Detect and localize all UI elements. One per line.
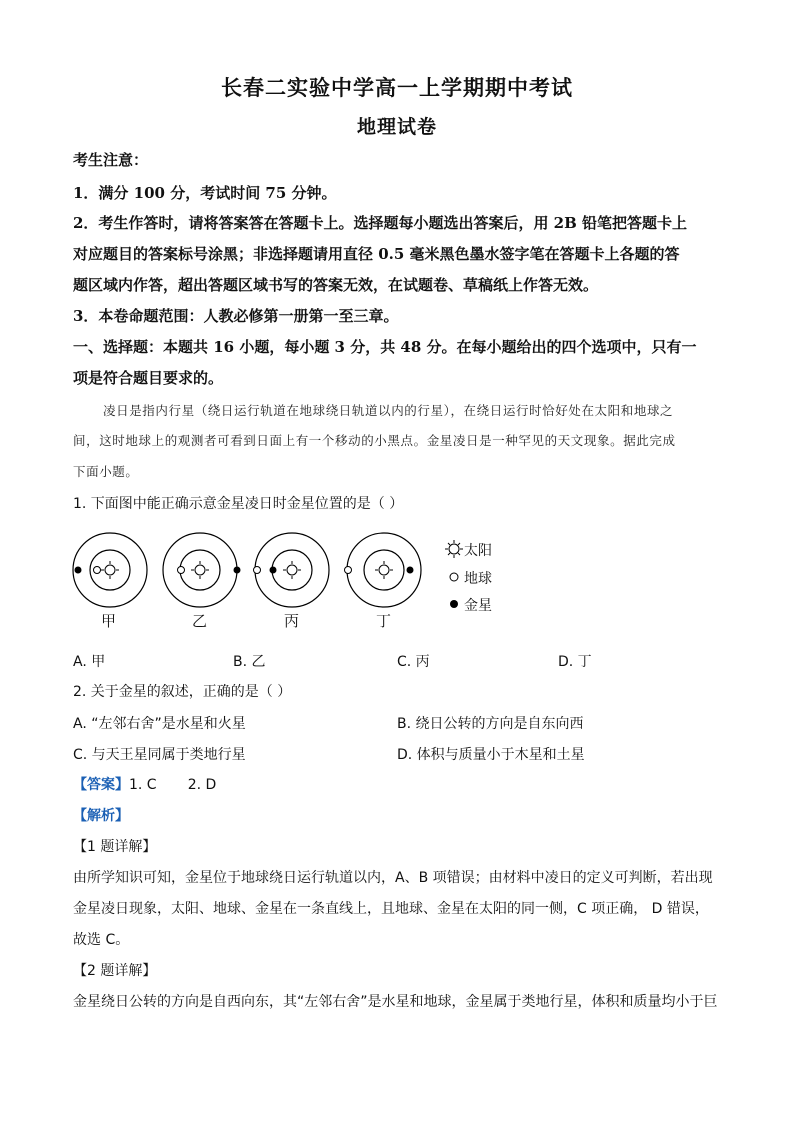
analysis-heading: 【解析】 (73, 808, 129, 824)
section-heading-line-2: 项是符合题目要求的。 (73, 369, 224, 387)
legend-earth-icon (450, 573, 458, 581)
diagram-ding (345, 533, 422, 607)
venus-marker (407, 567, 414, 574)
exam-title: 长春二实验中学高一上学期期中考试 (221, 75, 573, 100)
earth-marker (254, 567, 261, 574)
passage-line-2: 间，这时地球上的观测者可看到日面上有一个移动的小黑点。金星凌日是一种罕见的天文现象。据此完成 (73, 433, 676, 448)
diagram-yi (163, 533, 241, 607)
q1-detail-line-3: 故选 C。 (73, 932, 130, 948)
q1-detail-line-1: 由所学知识可知，金星位于地球绕日运行轨道以内，A、B 项错误；由材料中凌日的定义可判断，若出现 (73, 870, 713, 886)
section-heading-line-1: 一、选择题：本题共 16 小题，每小题 3 分，共 48 分。在每小题给出的四个选项中，只有一 (73, 338, 697, 356)
diagram-jia (73, 533, 147, 607)
question-2-stem: 2. 关于金星的叙述，正确的是（ ） (73, 684, 292, 700)
venus-marker (75, 567, 82, 574)
earth-marker (178, 567, 185, 574)
q1-option-d[interactable]: D. 丁 (558, 654, 592, 670)
q1-option-b[interactable]: B. 乙 (233, 654, 266, 670)
q1-detail-label: 【1 题详解】 (73, 839, 157, 855)
q1-option-a[interactable]: A. 甲 (73, 654, 106, 670)
passage-line-3: 下面小题。 (73, 464, 139, 479)
q2-option-b[interactable]: B. 绕日公转的方向是自东向西 (397, 716, 584, 732)
diagram-label-bing: 丙 (284, 612, 300, 630)
analysis-label (73, 806, 723, 826)
answer-label: 【答案】 (73, 777, 129, 793)
notice-heading: 考生注意： (73, 151, 149, 169)
q1-detail-line-2: 金星凌日现象，太阳、地球、金星在一条直线上，且地球、金星在太阳的同一侧，C 项正确， D 错误， (73, 901, 709, 917)
venus-marker (270, 567, 277, 574)
legend-venus-icon (450, 600, 458, 608)
notice-item-1: 1．满分 100 分，考试时间 75 分钟。 (73, 184, 337, 202)
legend-sun-label: 太阳 (464, 543, 492, 559)
notice-item-3: 3．本卷命题范围：人教必修第一册第一至三章。 (73, 307, 399, 325)
notice-item-2-line-3: 题区域内作答，超出答题区域书写的答案无效，在试题卷、草稿纸上作答无效。 (73, 276, 599, 294)
q2-option-d[interactable]: D. 体积与质量小于木星和土星 (397, 747, 585, 763)
legend-venus-label: 金星 (464, 598, 492, 614)
answer-line (73, 775, 723, 795)
q2-detail-label: 【2 题详解】 (73, 963, 157, 979)
q2-option-a[interactable]: A. “左邻右舍”是水星和火星 (73, 716, 246, 732)
diagram-label-ding: 丁 (376, 612, 392, 630)
legend-sun-icon (445, 540, 463, 558)
passage-line-1: 凌日是指内行星（绕日运行轨道在地球绕日轨道以内的行星），在绕日运行时恰好处在太阳和地球之 (103, 403, 674, 418)
answer-text: 1. C 2. D (129, 777, 217, 793)
notice-item-2-line-2: 对应题目的答案标号涂黑；非选择题请用直径 0.5 毫米黑色墨水签字笔在答题卡上各题的答 (73, 245, 680, 263)
legend-earth-label: 地球 (464, 571, 492, 587)
notice-item-2-line-1: 2．考生作答时，请将答案答在答题卡上。选择题每小题选出答案后，用 2B 铅笔把答题卡上 (73, 214, 688, 232)
q2-option-c[interactable]: C. 与天王星同属于类地行星 (73, 747, 246, 763)
q1-option-c[interactable]: C. 丙 (397, 654, 430, 670)
diagram-label-yi: 乙 (192, 612, 208, 630)
venus-marker (234, 567, 241, 574)
earth-marker (345, 567, 352, 574)
question-1-stem: 1. 下面图中能正确示意金星凌日时金星位置的是（ ） (73, 496, 404, 512)
diagram-label-jia: 甲 (101, 612, 117, 630)
q2-detail-line-1: 金星绕日公转的方向是自西向东，其“左邻右舍”是水星和地球，金星属于类地行星，体积和质量均小于巨 (73, 994, 718, 1010)
exam-subtitle: 地理试卷 (356, 116, 437, 138)
earth-marker (94, 567, 101, 574)
diagram-bing (254, 533, 330, 607)
